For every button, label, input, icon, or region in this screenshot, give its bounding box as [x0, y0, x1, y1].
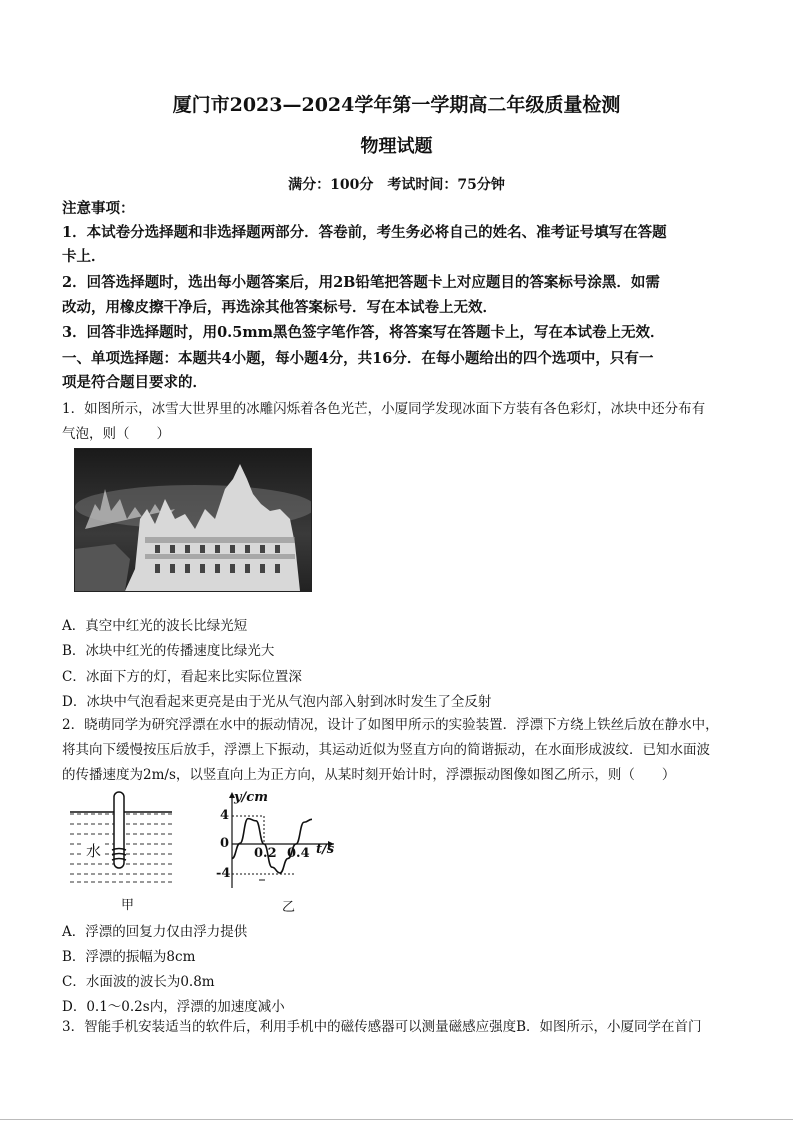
subject-title: 物理试题	[360, 136, 433, 157]
figure-b-caption: 乙	[282, 900, 296, 915]
notice-line: 1．本试卷分选择题和非选择题两部分．答卷前，考生务必将自己的姓名、准考证号填写在答题	[62, 224, 667, 241]
ice-sculpture-photo	[74, 448, 312, 592]
q2-option-a: A．浮漂的回复力仅由浮力提供	[62, 924, 248, 940]
page-divider	[0, 1119, 793, 1120]
y-tick-pos: 4	[220, 808, 230, 823]
notice-line: 卡上．	[62, 248, 106, 265]
y-tick-zero: 0	[220, 836, 230, 851]
section-heading-line2: 项是符合题目要求的．	[62, 374, 207, 391]
q1-option-a: A．真空中红光的波长比绿光短	[62, 618, 248, 634]
q2-option-d: D．0.1～0.2s内，浮漂的加速度减小	[62, 999, 285, 1015]
float-apparatus-figure	[66, 790, 176, 890]
section-heading-line1: 一、单项选择题：本题共4小题，每小题4分，共16分．在每小题给出的四个选项中，只有一	[62, 350, 654, 367]
water-label: 水	[86, 842, 102, 860]
notice-heading: 注意事项：	[62, 200, 135, 217]
x-tick-1: 0.2	[254, 846, 277, 861]
x-axis-label: t/s	[316, 842, 335, 857]
q1-option-c: C．冰面下方的灯，看起来比实际位置深	[62, 669, 302, 685]
q2-stem-line2: 将其向下缓慢按压后放手，浮漂上下振动，其运动近似为竖直方向的简谐振动，在水面形成波纹．已知水面波	[62, 742, 710, 758]
q1-stem-line2: 气泡，则（ ）	[62, 426, 170, 442]
q2-stem-line3: 的传播速度为2m/s，以竖直向上为正方向，从某时刻开始计时，浮漂振动图像如图乙所示，则（ ）	[62, 767, 676, 783]
x-tick-2: 0.4	[287, 846, 310, 861]
q3-stem-line1: 3．智能手机安装适当的软件后，利用手机中的磁传感器可以测量磁感应强度B．如图所示，小厦同学在首门	[62, 1019, 702, 1035]
figure-a-caption: 甲	[121, 898, 135, 913]
notice-line: 改动，用橡皮擦干净后，再选涂其他答案标号．写在本试卷上无效．	[62, 299, 497, 316]
notice-line: 2．回答选择题时，选出每小题答案后，用2B铅笔把答题卡上对应题目的答案标号涂黑．如需	[62, 274, 660, 291]
y-tick-neg: -4	[216, 866, 231, 881]
q2-stem-line1: 2．晓萌同学为研究浮漂在水中的振动情况，设计了如图甲所示的实验装置．浮漂下方绕上铁丝后放在静水中，	[62, 717, 719, 733]
exam-meta: 满分：100分 考试时间：75分钟	[288, 177, 505, 193]
q1-option-d: D．冰块中气泡看起来更亮是由于光从气泡内部入射到冰时发生了全反射	[62, 694, 492, 710]
q1-stem-line1: 1．如图所示，冰雪大世界里的冰雕闪烁着各色光芒，小厦同学发现冰面下方装有各色彩灯，冰块中还分布有	[62, 401, 706, 417]
q2-option-c: C．水面波的波长为0.8m	[62, 974, 215, 990]
vibration-graph	[212, 788, 342, 892]
q2-option-b: B．浮漂的振幅为8cm	[62, 949, 196, 965]
exam-title: 厦门市2023—2024学年第一学期高二年级质量检测	[172, 94, 621, 116]
q1-option-b: B．冰块中红光的传播速度比绿光大	[62, 643, 275, 659]
notice-line: 3．回答非选择题时，用0.5mm黑色签字笔作答，将答案写在答题卡上，写在本试卷上无效．	[62, 324, 665, 341]
y-axis-label: y/cm	[234, 790, 268, 805]
